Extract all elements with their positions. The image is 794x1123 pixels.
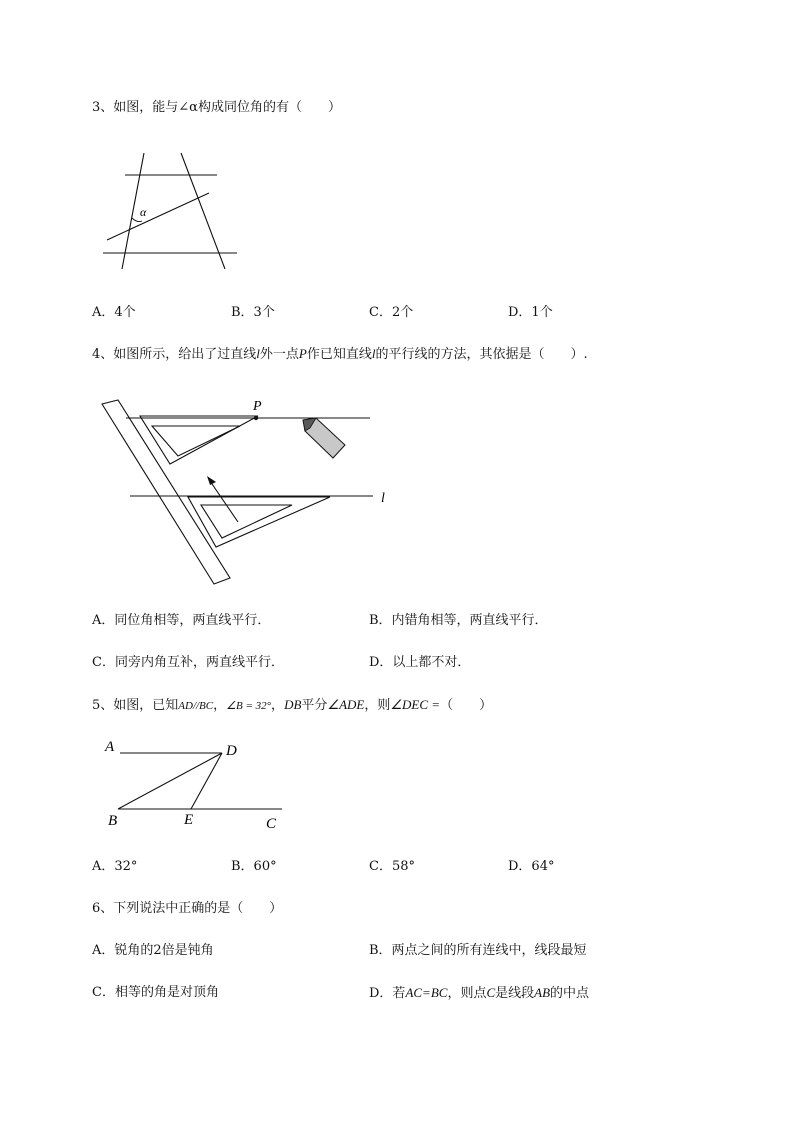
q4-option-b[interactable]: B．内错角相等，两直线平行． (369, 613, 548, 628)
q4-stem: 4、如图所示，给出了过直线l外一点P作已知直线l的平行线的方法，其依据是（ ）. (92, 346, 588, 362)
q4-figure (98, 392, 398, 587)
q5-label-e: E (184, 812, 194, 828)
q4-p-label: P (253, 399, 262, 414)
q6-stem: 6、下列说法中正确的是（ ） (92, 901, 283, 916)
q4-l-label: l (381, 491, 385, 506)
q4-option-a[interactable]: A．同位角相等，两直线平行． (92, 613, 271, 628)
q3-alpha-label: α (140, 205, 147, 219)
q6-option-c[interactable]: C．相等的角是对顶角 (92, 985, 219, 1000)
q6-option-a[interactable]: A．锐角的2倍是钝角 (92, 943, 214, 958)
q5-option-d[interactable]: D．64° (508, 859, 555, 874)
q5-option-b[interactable]: B．60° (231, 859, 277, 874)
q6-option-b[interactable]: B．两点之间的所有连线中，线段最短 (369, 943, 587, 958)
q3-option-c[interactable]: C．2个 (369, 305, 414, 320)
q5-label-d: D (226, 743, 237, 759)
q5-option-c[interactable]: C．58° (369, 859, 415, 874)
q4-option-c[interactable]: C．同旁内角互补，两直线平行． (92, 655, 284, 670)
q3-option-a[interactable]: A．4个 (92, 305, 136, 320)
q4-option-d[interactable]: D．以上都不对． (369, 655, 471, 670)
q5-label-a: A (105, 739, 115, 755)
q5-option-a[interactable]: A．32° (92, 859, 138, 874)
q3-option-b[interactable]: B．3个 (231, 305, 275, 320)
q3-option-d[interactable]: D．1个 (508, 305, 553, 320)
q5-label-b: B (108, 813, 118, 829)
q3-figure (95, 145, 245, 275)
q5-stem: 5、如图，已知AD//BC，∠B = 32°，DB平分∠ADE，则∠DEC =（ ） (92, 697, 493, 713)
q6-option-d[interactable]: D．若AC=BC，则点C是线段AB的中点 (369, 985, 590, 1001)
q5-label-c: C (266, 816, 277, 832)
q3-stem: 3、如图，能与∠α构成同位角的有（ ） (92, 100, 341, 115)
q5-figure (100, 735, 295, 833)
